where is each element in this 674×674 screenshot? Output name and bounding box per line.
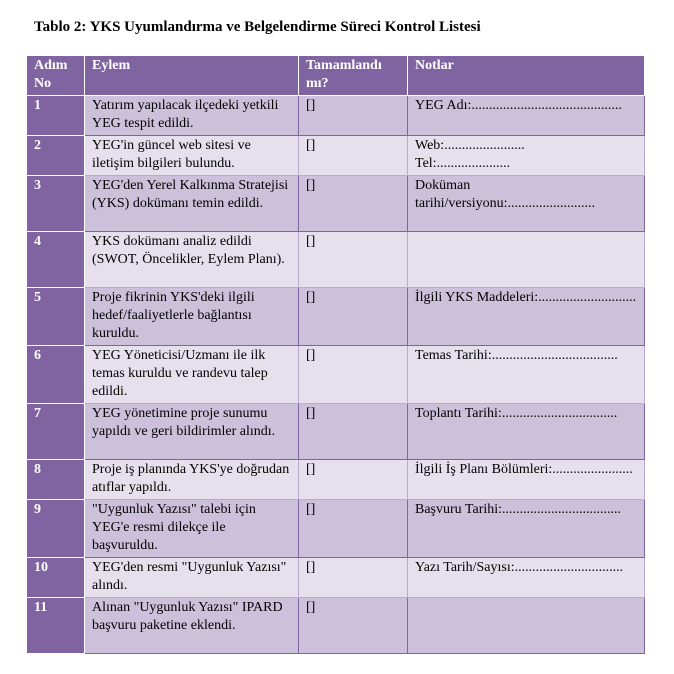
completed-checkbox[interactable]: [] <box>299 404 408 460</box>
completed-checkbox[interactable]: [] <box>299 96 408 136</box>
step-notes: Web:....................... Tel:..................... <box>408 136 645 176</box>
step-number: 3 <box>27 176 85 232</box>
completed-checkbox[interactable]: [] <box>299 500 408 558</box>
step-notes: İlgili YKS Maddeleri:............................ <box>408 288 645 346</box>
completed-checkbox[interactable]: [] <box>299 460 408 500</box>
table-caption: Tablo 2: YKS Uyumlandırma ve Belgelendirme Süreci Kontrol Listesi <box>34 19 481 35</box>
step-action: YEG yönetimine proje sunumu yapıldı ve geri bildirimler alındı. <box>85 404 299 460</box>
step-action: Alınan "Uygunluk Yazısı" IPARD başvuru paketine eklendi. <box>85 598 299 654</box>
table-row <box>27 598 645 654</box>
header-notes: Notlar <box>408 56 645 96</box>
step-number: 2 <box>27 136 85 176</box>
table-row <box>27 176 645 232</box>
completed-checkbox[interactable]: [] <box>299 176 408 232</box>
step-number: 1 <box>27 96 85 136</box>
table-row <box>27 96 645 136</box>
step-notes: Başvuru Tarihi:.................................. <box>408 500 645 558</box>
step-notes: Yazı Tarih/Sayısı:............................... <box>408 558 645 598</box>
table-row <box>27 500 645 558</box>
step-number: 5 <box>27 288 85 346</box>
step-action: YEG Yöneticisi/Uzmanı ile ilk temas kuruldu ve randevu talep edildi. <box>85 346 299 404</box>
completed-checkbox[interactable]: [] <box>299 136 408 176</box>
step-action: Yatırım yapılacak ilçedeki yetkili YEG tespit edildi. <box>85 96 299 136</box>
step-action: Proje iş planında YKS'ye doğrudan atıflar yapıldı. <box>85 460 299 500</box>
step-notes <box>408 598 645 654</box>
completed-checkbox[interactable]: [] <box>299 346 408 404</box>
step-notes: Doküman tarihi/versiyonu:......................... <box>408 176 645 232</box>
table-row <box>27 404 645 460</box>
table-row <box>27 232 645 288</box>
step-number: 6 <box>27 346 85 404</box>
step-action: "Uygunluk Yazısı" talebi için YEG'e resmi dilekçe ile başvuruldu. <box>85 500 299 558</box>
step-number: 8 <box>27 460 85 500</box>
step-notes: Temas Tarihi:.................................... <box>408 346 645 404</box>
header-step-no: Adım No <box>27 56 85 96</box>
header-completed: Tamamlandı mı? <box>299 56 408 96</box>
completed-checkbox[interactable]: [] <box>299 558 408 598</box>
step-notes: YEG Adı:........................................... <box>408 96 645 136</box>
step-action: YEG'den Yerel Kalkınma Stratejisi (YKS) dokümanı temin edildi. <box>85 176 299 232</box>
step-number: 9 <box>27 500 85 558</box>
completed-checkbox[interactable]: [] <box>299 232 408 288</box>
table-row <box>27 558 645 598</box>
step-number: 11 <box>27 598 85 654</box>
table-row <box>27 136 645 176</box>
step-action: YEG'in güncel web sitesi ve iletişim bilgileri bulundu. <box>85 136 299 176</box>
step-action: YKS dokümanı analiz edildi (SWOT, Öncelikler, Eylem Planı). <box>85 232 299 288</box>
step-action: Proje fikrinin YKS'deki ilgili hedef/faaliyetlerle bağlantısı kuruldu. <box>85 288 299 346</box>
checklist-table <box>26 55 645 654</box>
table-row <box>27 346 645 404</box>
step-number: 10 <box>27 558 85 598</box>
step-action: YEG'den resmi "Uygunluk Yazısı" alındı. <box>85 558 299 598</box>
step-notes: Toplantı Tarihi:................................. <box>408 404 645 460</box>
step-number: 7 <box>27 404 85 460</box>
table-row <box>27 460 645 500</box>
step-notes: İlgili İş Planı Bölümleri:....................... <box>408 460 645 500</box>
completed-checkbox[interactable]: [] <box>299 288 408 346</box>
step-notes <box>408 232 645 288</box>
table-row <box>27 288 645 346</box>
header-action: Eylem <box>85 56 299 96</box>
completed-checkbox[interactable]: [] <box>299 598 408 654</box>
step-number: 4 <box>27 232 85 288</box>
header-row <box>27 56 645 96</box>
